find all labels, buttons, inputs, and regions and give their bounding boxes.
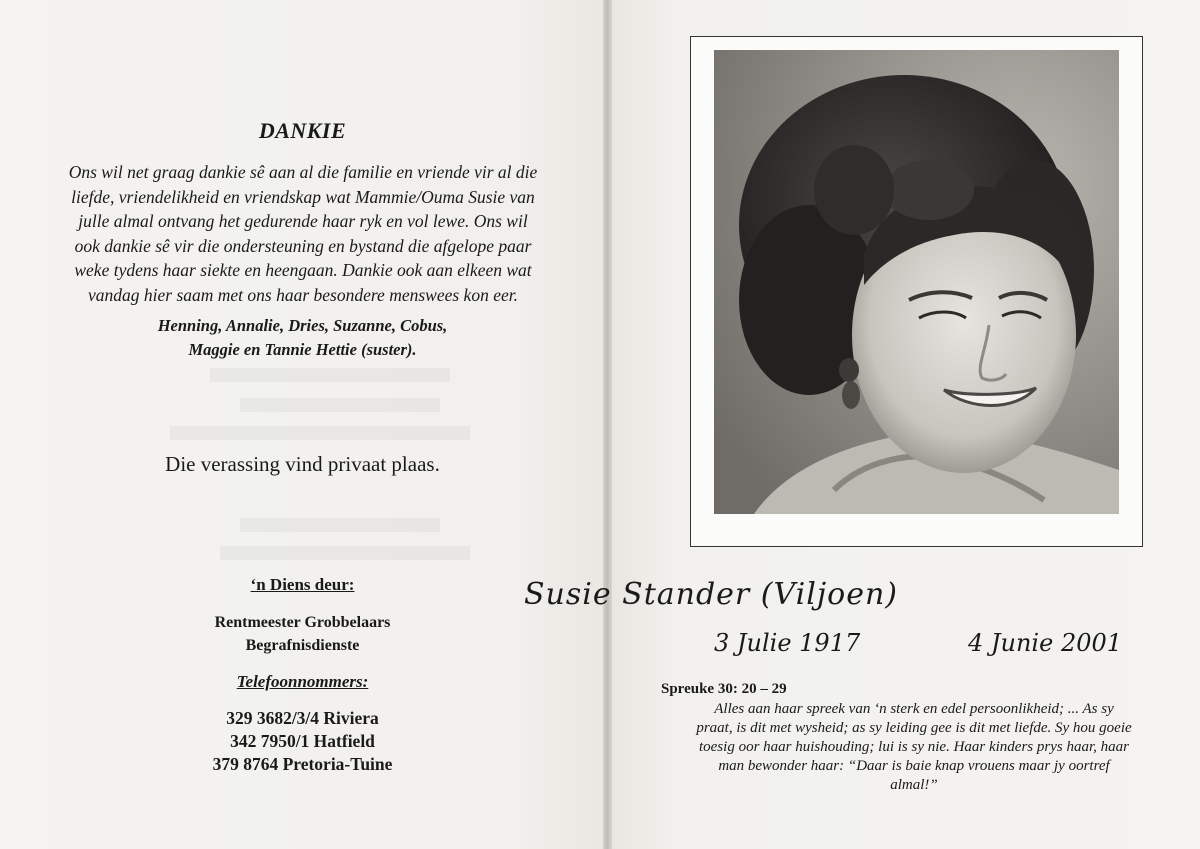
private-note: Die verassing vind privaat plaas. bbox=[165, 452, 440, 476]
thanks-line: vandag hier saam met ons haar besondere menswees kon eer. bbox=[88, 284, 518, 305]
family-names bbox=[0, 314, 605, 362]
portrait-photo bbox=[714, 50, 1119, 514]
service-by-heading: ‘n Diens deur: bbox=[250, 575, 355, 594]
thanks-line: julle almal ontvang het gedurende haar ryk en vol lewe. Ons wil bbox=[78, 211, 528, 231]
verse-reference: Spreuke 30: 20 – 29 bbox=[661, 681, 787, 697]
phone-number-line: 329 3682/3/4 Riviera bbox=[226, 708, 379, 728]
verse-line: toesig oor haar huishouding; lui is sy nie. Haar kinders prys haar, haar bbox=[698, 739, 1129, 755]
birth-date: 3 Julie 1917 bbox=[714, 629, 861, 657]
thanks-line: weke tydens haar siekte en heengaan. Dankie ook aan elkeen wat bbox=[74, 260, 532, 280]
thanks-message bbox=[28, 160, 578, 307]
verse-line: man bewonder haar: “Daar is baie knap vrouens maar jy oortref bbox=[718, 758, 1110, 774]
verse-line: Alles aan haar spreek van ‘n sterk en edel persoonlikheid; ... As sy bbox=[714, 701, 1114, 717]
bleed-through-line bbox=[240, 518, 440, 532]
family-names-line: Henning, Annalie, Dries, Suzanne, Cobus, bbox=[157, 316, 448, 335]
thanks-line: liefde, vriendelikheid en vriendskap wat Mammie/Ouma Susie van bbox=[71, 186, 535, 207]
thanks-title: DANKIE bbox=[258, 118, 347, 143]
bleed-through-line bbox=[210, 368, 450, 382]
phone-numbers-list bbox=[0, 707, 605, 776]
bleed-through-line bbox=[170, 426, 470, 440]
phone-number-line: 342 7950/1 Hatfield bbox=[230, 731, 375, 751]
bleed-through-line bbox=[220, 546, 470, 560]
death-date: 4 Junie 2001 bbox=[968, 629, 1123, 657]
funeral-firm-line: Rentmeester Grobbelaars bbox=[214, 614, 391, 631]
verse-line: almal!” bbox=[890, 777, 938, 793]
thanks-line: Ons wil net graag dankie sê aan al die familie en vriende vir al die bbox=[68, 162, 538, 182]
funeral-firm bbox=[0, 611, 605, 657]
portrait-illustration bbox=[714, 50, 1119, 514]
deceased-name: Susie Stander (Viljoen) bbox=[524, 577, 898, 612]
thanks-line: ook dankie sê vir die ondersteuning en bystand die afgelope paar bbox=[74, 235, 532, 256]
family-names-line: Maggie en Tannie Hettie (suster). bbox=[188, 340, 417, 359]
phone-number-line: 379 8764 Pretoria-Tuine bbox=[212, 754, 393, 774]
verse-text bbox=[661, 700, 1167, 795]
phone-numbers-heading: Telefoonnommers: bbox=[236, 672, 369, 691]
verse-line: praat, is dit met wysheid; as sy leiding gee is dit met liefde. Sy hou goeie bbox=[696, 720, 1132, 736]
funeral-firm-line: Begrafnisdienste bbox=[245, 637, 360, 654]
bleed-through-line bbox=[240, 398, 440, 412]
